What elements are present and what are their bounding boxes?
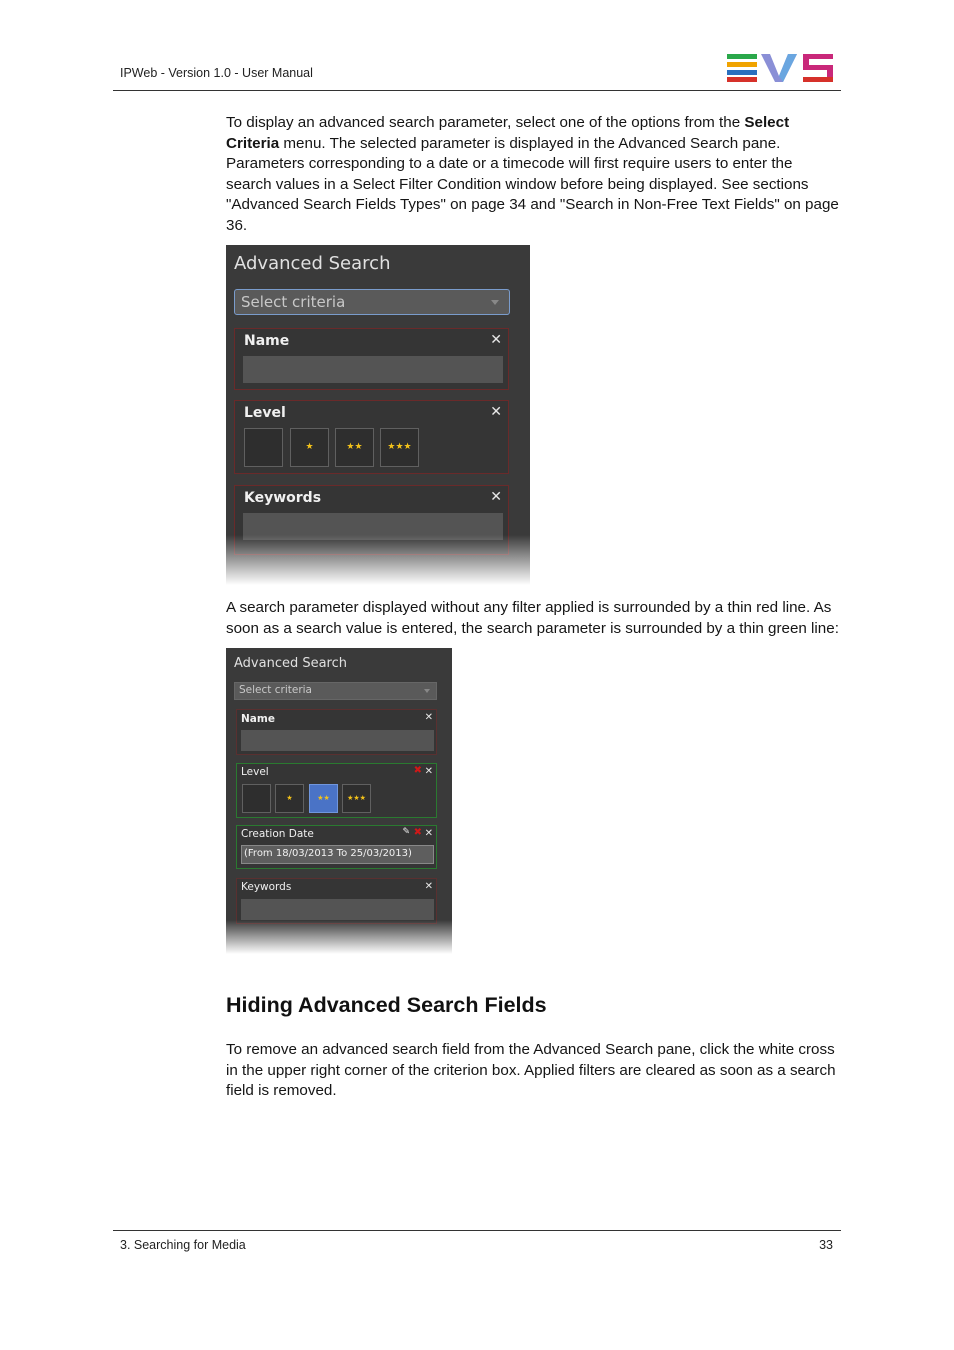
level-button-2-star[interactable]: ★★ [335,428,374,467]
level-button-none[interactable] [244,428,283,467]
chevron-down-icon [424,689,430,693]
close-icon[interactable]: ✕ [424,881,433,892]
level-button-3-star[interactable]: ★★★ [380,428,419,467]
section-heading: Hiding Advanced Search Fields [226,993,547,1017]
criterion-keywords [236,878,437,924]
close-icon[interactable]: ✕ [424,828,433,839]
level-button-3-star[interactable]: ★★★ [342,784,371,813]
criterion-name [236,709,437,755]
creation-date-filter-field[interactable]: (From 18/03/2013 To 25/03/2013) [241,845,434,864]
footer-divider [113,1230,841,1231]
close-icon[interactable]: ✕ [424,766,433,777]
criterion-label: Level [241,766,269,778]
name-input[interactable] [243,356,503,383]
select-criteria-label: Select criteria [241,293,346,311]
advanced-search-pane-screenshot-2 [226,648,452,954]
select-criteria-dropdown[interactable] [234,289,510,315]
pane-fade [226,920,452,954]
criterion-label: Name [244,333,290,349]
pane-fade [226,535,530,585]
pane-title: Advanced Search [234,253,391,274]
criterion-name [234,328,509,390]
close-icon[interactable]: ✕ [490,404,502,420]
section-paragraph: To remove an advanced search field from the Advanced Search pane, click the white cross in the upper right corner of the criterion box. Applied filters are cleared as soon as a search field is removed. [226,1041,836,1100]
criterion-creation-date [236,825,437,869]
select-criteria-emphasis: Select Criteria [226,114,790,152]
pane-title: Advanced Search [234,656,348,671]
page-number: 33 [819,1238,833,1252]
edit-icon[interactable]: ✎ [402,827,410,837]
level-button-1-star[interactable]: ★ [275,784,304,813]
close-icon[interactable]: ✕ [424,712,433,723]
level-button-2-star-selected[interactable]: ★★ [309,784,338,813]
border-color-paragraph: A search parameter displayed without any filter applied is surrounded by a thin red line. As soon as a search value is entered, the search parameter is surrounded by a thin green line: [226,599,839,637]
advanced-search-pane-screenshot-1 [226,245,530,585]
select-criteria-label: Select criteria [239,684,312,696]
evs-logo-graphic [727,54,835,82]
criterion-level [234,400,509,474]
clear-filter-icon[interactable]: ✖ [413,765,422,776]
intro-paragraph: To display an advanced search parameter, select one of the options from the Select Criteria menu. The selected parameter is displayed in the Advanced Search pane. Parameters corresponding to a date or a timecode will first require users to enter the search values in a Select Filter Condition window before being displayed. See sections "Advanced Search Fields Types" on page 34 and "Search in Non-Free Text Fields" on page 36. [226,114,839,234]
document-header-title: IPWeb - Version 1.0 - User Manual [120,66,313,80]
criterion-label: Keywords [241,881,292,893]
criterion-label: Keywords [244,490,322,506]
header-divider [113,90,841,91]
name-input[interactable] [241,730,434,751]
criterion-label: Level [244,405,286,421]
keywords-input[interactable] [241,899,434,920]
footer-chapter: 3. Searching for Media [120,1238,246,1252]
close-icon[interactable]: ✕ [490,489,502,505]
criterion-level [236,763,437,818]
evs-logo [727,54,835,82]
close-icon[interactable]: ✕ [490,332,502,348]
select-criteria-dropdown[interactable] [234,682,437,700]
level-button-none[interactable] [242,784,271,813]
level-button-1-star[interactable]: ★ [290,428,329,467]
criterion-label: Name [241,713,275,725]
chevron-down-icon [491,300,499,305]
criterion-label: Creation Date [241,828,314,840]
clear-filter-icon[interactable]: ✖ [413,827,422,838]
